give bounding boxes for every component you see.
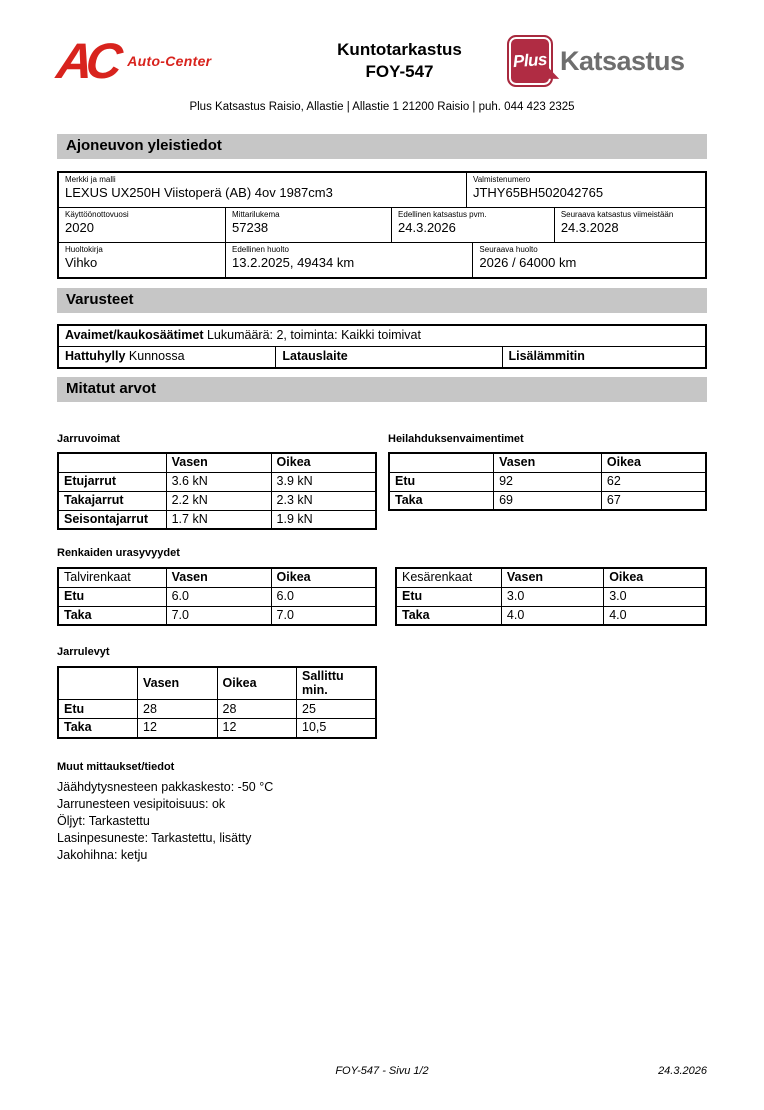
field-value: Vihko bbox=[65, 255, 98, 270]
document-page bbox=[54, 30, 707, 864]
report-header bbox=[54, 30, 707, 92]
table-row bbox=[58, 587, 376, 606]
field-label: Seuraava huolto bbox=[479, 245, 538, 254]
column-header: Vasen bbox=[166, 568, 271, 587]
column-header: Sallittu min. bbox=[297, 667, 377, 700]
cell-value: 1.7 kN bbox=[166, 510, 271, 529]
field-value: Kunnossa bbox=[128, 349, 185, 363]
auto-center-monogram-icon: AC bbox=[54, 33, 119, 89]
field-keys-remotes bbox=[59, 326, 705, 346]
field-value: JTHY65BH502042765 bbox=[472, 185, 604, 200]
brake-forces-label: Jarruvoimat bbox=[57, 433, 120, 445]
column-header: Vasen bbox=[501, 568, 603, 587]
field-service-book bbox=[59, 243, 225, 277]
cell-value: 62 bbox=[601, 472, 706, 491]
field-previous-inspection bbox=[391, 208, 554, 242]
field-odometer bbox=[225, 208, 391, 242]
cell-value: 2.2 kN bbox=[166, 491, 271, 510]
list-item: Jarrunesteen vesipitoisuus: ok bbox=[57, 796, 226, 811]
row-header: Taka bbox=[396, 606, 501, 625]
cell-value: 4.0 bbox=[604, 606, 706, 625]
other-measurements-list bbox=[57, 779, 707, 864]
report-title-plate: FOY-547 bbox=[365, 62, 434, 81]
column-header bbox=[389, 453, 494, 472]
page-footer bbox=[57, 1065, 707, 1081]
table-row bbox=[59, 326, 705, 346]
field-previous-service bbox=[225, 243, 472, 277]
table-row bbox=[396, 568, 706, 587]
table-row bbox=[389, 453, 706, 472]
field-label: Avaimet/kaukosäätimet bbox=[65, 328, 204, 342]
cell-value: 1.9 kN bbox=[271, 510, 376, 529]
list-item: Jakohihna: ketju bbox=[57, 847, 148, 862]
field-next-inspection bbox=[554, 208, 705, 242]
table-row bbox=[389, 472, 706, 491]
report-title-type: Kuntotarkastus bbox=[337, 40, 462, 59]
table-row bbox=[58, 453, 376, 472]
row-header: Etu bbox=[396, 587, 501, 606]
table-row bbox=[59, 346, 705, 367]
column-header: Oikea bbox=[271, 453, 376, 472]
shock-absorbers-table bbox=[388, 452, 707, 511]
footer-date: 24.3.2026 bbox=[658, 1065, 707, 1077]
table-row bbox=[58, 510, 376, 529]
auto-center-logo-text: Auto-Center bbox=[127, 53, 212, 69]
station-address-line: Plus Katsastus Raisio, Allastie | Allastie 1 21200 Raisio | puh. 044 423 2325 bbox=[189, 101, 575, 113]
table-row bbox=[58, 472, 376, 491]
field-value: LEXUS UX250H Viistoperä (AB) 4ov 1987cm3 bbox=[65, 185, 333, 200]
cell-value: 7.0 bbox=[166, 606, 271, 625]
cell-value: 7.0 bbox=[271, 606, 376, 625]
section-title-measurements: Mitatut arvot bbox=[57, 377, 707, 402]
brake-discs-table bbox=[57, 666, 377, 739]
field-label: Merkki ja malli bbox=[65, 175, 116, 184]
field-value: 24.3.2026 bbox=[398, 220, 456, 235]
plus-katsastus-logo bbox=[507, 35, 707, 87]
row-header: Takajarrut bbox=[58, 491, 166, 510]
other-measurements-label: Muut mittaukset/tiedot bbox=[57, 760, 175, 773]
winter-tyres-table bbox=[57, 567, 377, 626]
column-header: Vasen bbox=[166, 453, 271, 472]
field-label: Huoltokirja bbox=[65, 245, 103, 254]
auto-center-logo bbox=[54, 33, 292, 89]
cell-value: 3.0 bbox=[604, 587, 706, 606]
field-value: 24.3.2028 bbox=[560, 220, 619, 235]
field-aux-heater bbox=[502, 347, 705, 367]
column-header: Kesärenkaat bbox=[396, 568, 501, 587]
cell-value: 69 bbox=[494, 491, 602, 510]
row-header: Seisontajarrut bbox=[58, 510, 166, 529]
field-label: Mittarilukema bbox=[232, 210, 280, 219]
cell-value: 6.0 bbox=[271, 587, 376, 606]
field-label: Käyttöönottovuosi bbox=[65, 210, 129, 219]
table-row bbox=[58, 568, 376, 587]
table-row bbox=[59, 242, 705, 277]
row-header: Etu bbox=[58, 700, 138, 719]
brake-discs-label: Jarrulevyt bbox=[57, 646, 110, 658]
table-row bbox=[59, 207, 705, 242]
field-label: Edellinen huolto bbox=[232, 245, 289, 254]
table-row bbox=[59, 173, 705, 207]
column-header bbox=[58, 453, 166, 472]
column-header: Oikea bbox=[271, 568, 376, 587]
plus-bubble-text: Plus bbox=[512, 49, 548, 72]
cell-value: 25 bbox=[297, 700, 377, 719]
summer-tyres-table bbox=[395, 567, 707, 626]
cell-value: 28 bbox=[138, 700, 218, 719]
column-header: Vasen bbox=[494, 453, 602, 472]
list-item: Jäähdytysnesteen pakkaskesto: -50 °C bbox=[57, 779, 274, 794]
vehicle-info-table bbox=[57, 171, 707, 279]
cell-value: 3.9 kN bbox=[271, 472, 376, 491]
table-row bbox=[396, 606, 706, 625]
row-header: Taka bbox=[58, 606, 166, 625]
brake-forces-table bbox=[57, 452, 377, 530]
field-vin bbox=[466, 173, 705, 207]
shock-absorbers-label: Heilahduksenvaimentimet bbox=[388, 433, 524, 445]
field-value: 57238 bbox=[232, 220, 269, 235]
column-header: Oikea bbox=[601, 453, 706, 472]
table-row bbox=[58, 719, 376, 738]
cell-value: 4.0 bbox=[501, 606, 603, 625]
field-label: Valmistenumero bbox=[472, 175, 531, 184]
equipment-table bbox=[57, 324, 707, 369]
tyre-depths-label: Renkaiden urasyvyydet bbox=[57, 547, 180, 559]
cell-value: 67 bbox=[601, 491, 706, 510]
cell-value: 6.0 bbox=[166, 587, 271, 606]
table-row bbox=[58, 700, 376, 719]
field-value: 2020 bbox=[65, 220, 94, 235]
row-header: Taka bbox=[389, 491, 494, 510]
field-value: Lukumäärä: 2, toiminta: Kaikki toimivat bbox=[206, 328, 421, 342]
field-label: Hattuhylly bbox=[65, 349, 126, 363]
cell-value: 28 bbox=[217, 700, 297, 719]
field-parcel-shelf bbox=[59, 347, 275, 367]
row-header: Etu bbox=[389, 472, 494, 491]
list-item: Öljyt: Tarkastettu bbox=[57, 813, 150, 828]
cell-value: 2.3 kN bbox=[271, 491, 376, 510]
row-header: Etujarrut bbox=[58, 472, 166, 491]
table-row bbox=[58, 491, 376, 510]
footer-page-number: FOY-547 - Sivu 1/2 bbox=[335, 1065, 429, 1077]
field-label: Edellinen katsastus pvm. bbox=[398, 210, 487, 219]
field-value: 13.2.2025, 49434 km bbox=[232, 255, 355, 270]
column-header bbox=[58, 667, 138, 700]
row-header: Etu bbox=[58, 587, 166, 606]
cell-value: 92 bbox=[494, 472, 602, 491]
column-header: Oikea bbox=[217, 667, 297, 700]
report-title bbox=[292, 39, 507, 83]
section-title-vehicle: Ajoneuvon yleistiedot bbox=[57, 134, 707, 159]
field-label: Seuraava katsastus viimeistään bbox=[560, 210, 674, 219]
table-row bbox=[396, 587, 706, 606]
field-charger bbox=[275, 347, 501, 367]
field-label: Latauslaite bbox=[282, 349, 348, 363]
field-first-reg-year bbox=[59, 208, 225, 242]
cell-value: 10,5 bbox=[297, 719, 377, 738]
cell-value: 12 bbox=[217, 719, 297, 738]
column-header: Talvirenkaat bbox=[58, 568, 166, 587]
row-header: Taka bbox=[58, 719, 138, 738]
column-header: Oikea bbox=[604, 568, 706, 587]
field-next-service bbox=[472, 243, 705, 277]
cell-value: 12 bbox=[138, 719, 218, 738]
cell-value: 3.0 bbox=[501, 587, 603, 606]
plus-bubble-icon bbox=[507, 35, 553, 87]
table-row bbox=[389, 491, 706, 510]
column-header: Vasen bbox=[138, 667, 218, 700]
table-row bbox=[58, 667, 376, 700]
field-label: Lisälämmitin bbox=[508, 349, 585, 363]
cell-value: 3.6 kN bbox=[166, 472, 271, 491]
katsastus-logo-text: Katsastus bbox=[560, 45, 685, 76]
field-make-model bbox=[59, 173, 466, 207]
list-item: Lasinpesuneste: Tarkastettu, lisätty bbox=[57, 830, 252, 845]
field-value: 2026 / 64000 km bbox=[479, 255, 577, 270]
section-title-equipment: Varusteet bbox=[57, 288, 707, 313]
table-row bbox=[58, 606, 376, 625]
